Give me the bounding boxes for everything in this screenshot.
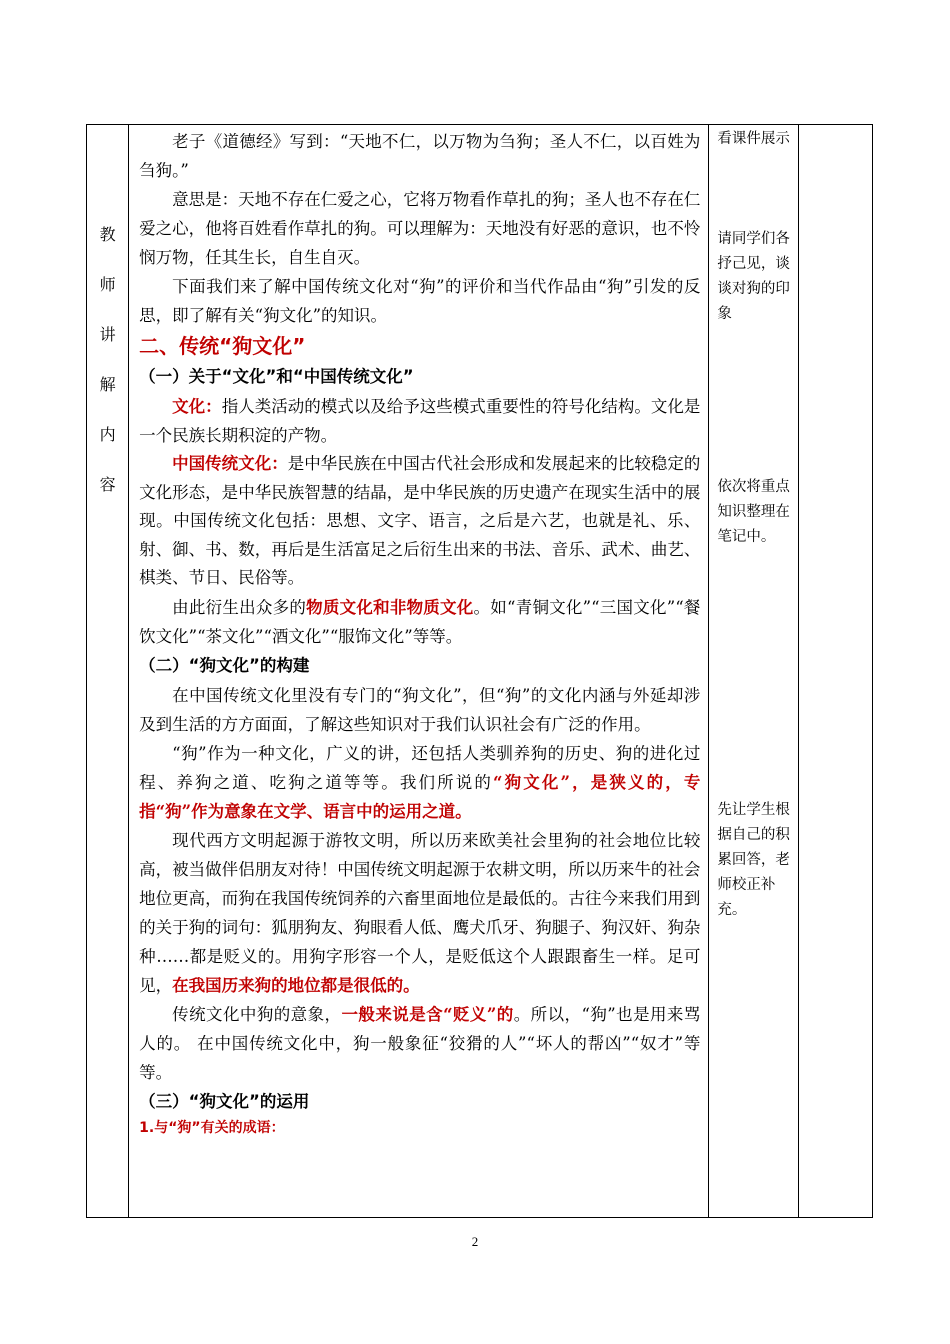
activity-note-1: 看课件展示 bbox=[717, 131, 790, 147]
empty-notes-cell bbox=[798, 125, 872, 1218]
activity-note-2: 请同学们各抒己见，谈谈对狗的印象 bbox=[717, 231, 790, 322]
build-p4-text-pre: 传统文化中狗的意象， bbox=[172, 1004, 342, 1024]
derived-text-pre: 由此衍生出众多的 bbox=[172, 597, 307, 617]
paragraph-quote: 老子《道德经》写到：“天地不仁，以万物为刍狗；圣人不仁，以百姓为刍狗。” bbox=[139, 132, 701, 180]
culture-definition-text: 指人类活动的模式以及给予这些模式重要性的符号化结构。文化是一个民族长期积淀的产物。 bbox=[139, 397, 701, 445]
build-p2-text: “狗”作为一种文化，广义的讲，还包括人类驯养狗的历史、狗的进化过程、养狗之道、吃狗之道等等。我们所说的 bbox=[139, 743, 701, 792]
build-p3-highlight: 在我国历来狗的地位都是很低的。 bbox=[172, 975, 420, 995]
page-number: 2 bbox=[471, 1234, 479, 1249]
student-activity-cell bbox=[709, 125, 798, 1218]
section-label-char: 容 bbox=[99, 475, 116, 494]
traditional-culture-definition bbox=[139, 450, 700, 593]
build-paragraph-4 bbox=[139, 1000, 700, 1087]
subsection-heading-2: （二）“狗文化”的构建 bbox=[139, 655, 310, 675]
subsection-heading-1: （一）关于“文化”和“中国传统文化” bbox=[139, 367, 414, 386]
section-heading: 二、传统“狗文化” bbox=[139, 334, 306, 358]
paragraph-meaning: 意思是：天地不存在仁爱之心，它将万物看作草扎的狗；圣人也不存在仁爱之心，他将百姓看作草扎的狗。可以理解为：天地没有好恶的意识，也不怜悯万物，任其生长，自生自灭。 bbox=[139, 190, 701, 267]
culture-term: 文化： bbox=[172, 397, 222, 416]
build-p2-highlight: “狗文化”，是狭义的，专指“狗”作为意象在文学、语言中的运用之道。 bbox=[139, 772, 701, 821]
lesson-plan-table bbox=[86, 124, 873, 1218]
section-label-char: 讲 bbox=[99, 325, 116, 344]
build-p4-text-post: 。所以，“狗”也是用来骂人的。 在中国传统文化中，狗一般象征“狡猾的人”“坏人的帮凶”“奴才”等等。 bbox=[139, 1004, 701, 1082]
culture-definition bbox=[139, 392, 700, 450]
build-paragraph-2 bbox=[139, 739, 700, 826]
activity-note-4: 先让学生根据自己的积累回答，老师校正补充。 bbox=[717, 802, 790, 918]
paragraph-intro: 下面我们来了解中国传统文化对“狗”的评价和当代作品由“狗”引发的反思，即了解有关“狗文化”的知识。 bbox=[139, 277, 701, 325]
idioms-heading: 1.与“狗”有关的成语： bbox=[139, 1119, 285, 1136]
build-p3-text: 现代西方文明起源于游牧文明，所以历来欧美社会里狗的社会地位比较高，被当做伴侣朋友对待！中国传统文明起源于农耕文明，所以历来牛的社会地位更高，而狗在我国传统饲养的六畜里面地位是最低的。古往今来我们用到的关于狗的词句：狐朋狗友、狗眼看人低、鹰犬爪牙、狗腿子、狗汉奸、狗杂种……都是贬义的。用狗字形容一个人，是贬低这个人跟跟畜生一样。足可见， bbox=[139, 830, 701, 995]
traditional-culture-term: 中国传统文化： bbox=[172, 454, 288, 473]
build-p4-highlight: 一般来说是含“贬义”的 bbox=[341, 1004, 514, 1024]
section-label-char: 解 bbox=[99, 375, 116, 394]
section-label-cell bbox=[87, 125, 129, 1218]
derived-culture-paragraph bbox=[139, 593, 700, 651]
derived-highlight: 物质文化和非物质文化 bbox=[306, 597, 474, 617]
activity-note-3: 依次将重点知识整理在笔记中。 bbox=[717, 479, 790, 545]
build-paragraph-1: 在中国传统文化里没有专门的“狗文化”，但“狗”的文化内涵与外延却涉及到生活的方方面面，了解这些知识对于我们认识社会有广泛的作用。 bbox=[139, 685, 701, 734]
section-label-char: 内 bbox=[99, 425, 116, 444]
teaching-content-cell bbox=[129, 125, 709, 1218]
section-label-char: 师 bbox=[99, 275, 116, 294]
traditional-culture-text: 是中华民族在中国古代社会形成和发展起来的比较稳定的文化形态，是中华民族智慧的结晶，是中华民族的历史遗产在现实生活中的展现。中国传统文化包括：思想、文字、语言，之后是六艺，也就是礼、乐、射、御、书、数，再后是生活富足之后衍生出来的书法、音乐、武术、曲艺、棋类、节日、民俗等。 bbox=[139, 454, 701, 587]
build-paragraph-3 bbox=[139, 826, 700, 1000]
subsection-heading-3: （三）“狗文化”的运用 bbox=[139, 1091, 310, 1111]
section-label-char: 教 bbox=[99, 225, 116, 244]
derived-text-post: 。如“青铜文化”“三国文化”“餐饮文化”“茶文化”“酒文化”“服饰文化”等等。 bbox=[139, 597, 701, 646]
